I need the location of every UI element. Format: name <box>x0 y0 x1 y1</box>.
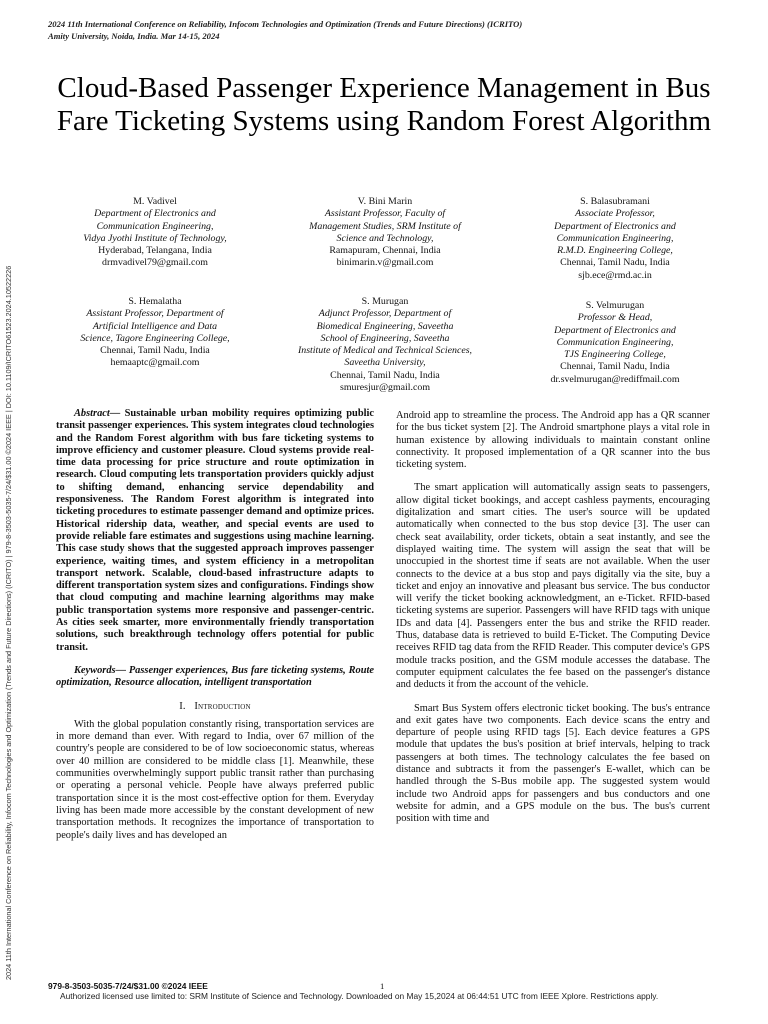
author-affiliation: Biomedical Engineering, Saveetha <box>316 320 454 332</box>
author-email: drmvadivel79@gmail.com <box>102 257 208 269</box>
author-location: Chennai, Tamil Nadu, India <box>560 361 670 373</box>
page-number: 1 <box>380 981 385 991</box>
paper-title: Cloud-Based Passenger Experience Management in Bus Fare Ticketing Systems using Random Forest Algorithm <box>56 72 712 137</box>
author-affiliation: Assistant Professor, Department of <box>86 308 224 320</box>
author-affiliation: Professor & Head, <box>577 312 653 324</box>
paragraph: Smart Bus System offers electronic ticket booking. The bus's entrance and exit gates have two components. Each device scans the entry and departure of people using RFID tags [5]. Each device features a GPS module that updates the bus's position at brief intervals, helping to track passengers at both times. The technology calculates the fee based on distance and subtracts it from the passenger's E-wallet, which can be handled through the S-Bus mobile app. The suggested system would include two Android apps for passengers and bus conductors and one website for admin, and a GPS module on the bus. The bus's current position with time and <box>396 702 710 825</box>
keywords-dash: — <box>115 664 126 676</box>
author-affiliation: Communication Engineering, <box>96 220 214 232</box>
author-name: S. Balasubramani <box>580 196 650 207</box>
author-name: S. Velmurugan <box>585 300 645 311</box>
author-card <box>500 196 730 282</box>
author-affiliation: School of Engineering, Saveetha <box>320 332 450 344</box>
author-email: smuresjur@gmail.com <box>340 382 430 394</box>
author-name: S. Murugan <box>361 296 409 307</box>
author-location: Chennai, Tamil Nadu, India <box>330 369 440 381</box>
right-column <box>396 410 710 837</box>
keywords <box>56 665 374 690</box>
author-card <box>286 296 484 394</box>
keywords-text: Passenger experiences, Bus fare ticketing systems, Route optimization, Resource allocation, intelligent transportation <box>56 664 374 689</box>
author-name: S. Hemalatha <box>128 296 182 307</box>
side-strip <box>4 80 18 980</box>
section-title: Introduction <box>194 700 251 712</box>
abstract-dash: — <box>109 408 121 419</box>
author-affiliation: Vidya Jyothi Institute of Technology, <box>83 232 227 244</box>
footer-isbn: 979-8-3503-5035-7/24/$31.00 ©2024 IEEE <box>48 981 208 991</box>
venue-line: Amity University, Noida, India. Mar 14-15, 2024 <box>48 31 220 41</box>
intro-paragraph: With the global population constantly rising, transportation services are in more demand than ever. With regard to India, over 67 million of the country's people are considered to be of low socioeconomic status, whereas over 40 million are considered to be middle class [1]. Meanwhile, these communities overwhelmingly support public transit rather than purchasing or operating a personal vehicle. People have always preferred public transportation since it is the most cost-effective option for them. Everyday living has been made more accessible by the constant development of new transportation methods. It recognizes the importance of transportation to people's daily lives and has developed an <box>56 718 374 841</box>
author-location: Chennai, Tamil Nadu, India <box>100 345 210 357</box>
paragraph: The smart application will automatically assign seats to passengers, allow digital ticket bookings, and accept cashless payments, encouraging digitalization and smart cities. The user's source will be updated automatically when connected to the bus stop device [3]. The user can check seat availability, order tickets, obtain a seat instantly, and see the displayed waiting time. The system will assign the seat that will be unoccupied in the shortest time if seats are not available. When the user connects to the device at a bus stop and pays digitally via the site, buy a ticket and enjoy an innovative and pleasant bus service. The bus conductor will verify the ticket booking acknowledgment, an e-Ticket. RFID-based ticketing systems are superior. Passengers will have RFID tags with unique IDs and data [4]. Passengers enter the bus and strike the RFID reader. Thus, database data is retrieved to build E-Ticket. The Computing Device receives RFID tag data from the RFID Reader. This computer device's GPS module tracks position, and the GSM module accesses the database. The computer equipment calculates the fee based on the passenger's distance and deducts it from the account of the vehicle. <box>396 482 710 691</box>
author-name: V. Bini Marin <box>357 196 413 207</box>
author-card <box>40 196 270 270</box>
author-affiliation: Artificial Intelligence and Data <box>92 320 218 332</box>
author-email: dr.svelmurugan@rediffmail.com <box>550 373 680 385</box>
author-affiliation: Institute of Medical and Technical Sciences, Saveetha University, <box>297 345 473 369</box>
author-affiliation: Adjunct Professor, Department of <box>318 308 452 320</box>
author-affiliation: R.M.D. Engineering College, <box>557 245 673 257</box>
keywords-label: Keywords <box>74 664 116 676</box>
author-card <box>270 196 500 270</box>
conference-header <box>48 18 688 42</box>
author-card <box>500 300 730 386</box>
abstract <box>56 408 374 654</box>
author-email: binimarin.v@gmail.com <box>336 257 434 269</box>
author-affiliation: Department of Electronics and <box>554 220 676 232</box>
authorized-use-notice: Authorized licensed use limited to: SRM Institute of Science and Technology. Downloaded on May 15,2024 at 06:44:51 UTC from IEEE Xplore. Restrictions apply. <box>60 991 659 1001</box>
author-location: Chennai, Tamil Nadu, India <box>560 257 670 269</box>
author-affiliation: Communication Engineering, <box>556 232 674 244</box>
author-block <box>40 196 728 402</box>
author-affiliation: Department of Electronics and <box>94 208 216 220</box>
author-affiliation: TJS Engineering College, <box>564 349 666 361</box>
author-email: sjb.ece@rmd.ac.in <box>578 269 652 281</box>
author-affiliation: Science, Tagore Engineering College, <box>80 332 230 344</box>
section-number: I. <box>179 700 186 712</box>
author-affiliation: Communication Engineering, <box>556 336 674 348</box>
author-affiliation: Associate Professor, <box>575 208 655 220</box>
author-name: M. Vadivel <box>133 196 177 207</box>
author-location: Ramapuram, Chennai, India <box>329 245 441 257</box>
side-strip-text: 2024 11th International Conference on Reliability, Infocom Technologies and Optimization (Trends and Future Directions) (ICRITO) | 979-8-3503-5035-7/24/$31.00 ©2024 IEEE | DOI: 10.1109/ICRITO61523.2024.10522226 <box>4 265 13 980</box>
conference-line: 2024 11th International Conference on Reliability, Infocom Technologies and Optimization (Trends and Future Directions) (ICRITO) <box>48 19 523 29</box>
author-affiliation: Management Studies, SRM Institute of <box>309 220 461 232</box>
author-email: hemaaptc@gmail.com <box>110 357 200 369</box>
left-column <box>56 408 374 853</box>
author-affiliation: Assistant Professor, Faculty of <box>324 208 446 220</box>
abstract-label: Abstract <box>74 408 110 419</box>
paragraph-continued: Android app to streamline the process. The Android app has a QR scanner for the bus ticket system [2]. The Android smartphone plays a vital role in human existence by allowing individuals to maintain constant online connectivity. It proposed implementation of a QR scanner into the bus ticketing system. <box>396 410 710 471</box>
author-affiliation: Department of Electronics and <box>554 324 676 336</box>
author-card <box>40 296 270 370</box>
author-affiliation: Science and Technology, <box>336 232 434 244</box>
author-location: Hyderabad, Telangana, India <box>98 245 212 257</box>
section-heading <box>56 701 374 713</box>
abstract-text: Sustainable urban mobility requires optimizing public transit passenger experiences. This system integrates cloud technologies and the Random Forest algorithm with bus fare ticketing systems to improve efficiency and customer pleasure. Cloud systems provide real-time data processing for price structure and route optimization in research. Cloud computing lets transportation providers quickly adjust to shifting demand, enhancing service dependability and responsiveness. The Random Forest algorithm is integrated into ticketing procedures to estimate passenger demand and optimize prices. Historical ridership data, weather, and special events are used to provide reliable fare estimates and suggestions using machine learning. This case study shows that the suggested approach improves passenger experience, waiting times, and system efficiency in a metropolitan transport network. Scalable, cloud-based infrastructure adapts to different transportation system sizes and configurations. Findings show that cloud computing and machine learning algorithms may make public transportation systems more responsive and passenger-centric. As cities seek smarter, more environmentally friendly transportation solutions, such breakthrough technology offers potential for public transit. <box>56 408 374 653</box>
